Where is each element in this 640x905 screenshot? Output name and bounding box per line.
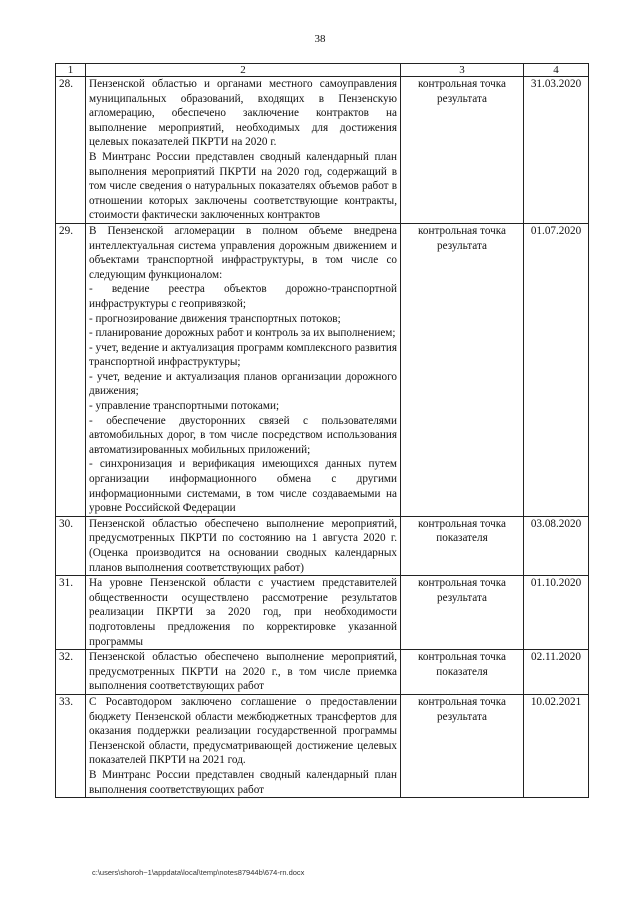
description-paragraph: - ведение реестра объектов дорожно-транспортной инфраструктуры с геопривязкой; [89, 283, 397, 310]
table-row [56, 77, 589, 224]
row-number: 30. [56, 516, 86, 575]
column-header: 3 [401, 64, 524, 77]
table-row [56, 223, 589, 516]
deadline-date: 02.11.2020 [524, 650, 589, 695]
table-row [56, 576, 589, 650]
description-paragraph: - учет, ведение и актуализация планов организации дорожного движения; [89, 370, 397, 398]
file-path-footer: c:\users\shoroh~1\appdata\local\temp\notes87944b\674-rn.docx [92, 868, 305, 877]
description-paragraph: Пензенской областью обеспечено выполнение мероприятий, предусмотренных ПКРТИ по состоянию на 1 августа 2020 г. (Оценка производится на основании сводных календарных планов выполнения соответствующих работ) [89, 517, 397, 574]
description-paragraph: С Росавтодором заключено соглашение о предоставлении бюджету Пензенской области межбюджетных трансфертов для оказания поддержки реализации государственной программы Пензенской области, предусматривающей достижение целевых показателей ПКРТИ на 2021 год. [89, 695, 397, 767]
event-description [86, 694, 401, 797]
row-number: 28. [56, 77, 86, 224]
event-description [86, 650, 401, 695]
description-paragraph: - прогнозирование движения транспортных потоков; [89, 312, 341, 325]
column-header: 2 [86, 64, 401, 77]
table-body [56, 77, 589, 798]
event-description [86, 516, 401, 575]
control-point-type: контрольная точка результата [401, 223, 524, 516]
description-paragraph: - синхронизация и верификация имеющихся данных путем организации информационного обмена с другими информационными системами, в том числе создаваемыми на уровне Российской Федерации [89, 458, 397, 515]
row-number: 33. [56, 694, 86, 797]
description-paragraph: На уровне Пензенской области с участием представителей общественности осуществлено рассмотрение результатов реализации ПКРТИ за 2020 год, при необходимости подготовлены предложения по корректировке указанной программы [89, 577, 397, 648]
description-paragraph: В Пензенской агломерации в полном объеме внедрена интеллектуальная система управления дорожным движением и объектами транспортной инфраструктуры, в том числе со следующим функционалом: [89, 224, 397, 281]
deadline-date: 01.10.2020 [524, 576, 589, 650]
column-header: 1 [56, 64, 86, 77]
deadline-date: 10.02.2021 [524, 694, 589, 797]
row-number: 29. [56, 223, 86, 516]
control-point-type: контрольная точка показателя [401, 516, 524, 575]
description-paragraph: В Минтранс России представлен сводный календарный план выполнения соответствующих работ [89, 768, 397, 796]
description-paragraph: - планирование дорожных работ и контроль за их выполнением; [89, 327, 396, 340]
control-point-type: контрольная точка показателя [401, 650, 524, 695]
schedule-table [55, 63, 589, 798]
control-point-type: контрольная точка результата [401, 77, 524, 224]
event-description [86, 223, 401, 516]
column-header: 4 [524, 64, 589, 77]
deadline-date: 01.07.2020 [524, 223, 589, 516]
control-point-type: контрольная точка результата [401, 694, 524, 797]
control-point-type: контрольная точка результата [401, 576, 524, 650]
event-description [86, 77, 401, 224]
description-paragraph: Пензенской областью и органами местного самоуправления муниципальных образований, входящих в Пензенскую агломерацию, обеспечено заключение контрактов на выполнение мероприятий, необходимых для достижения целевых показателей ПКРТИ на 2020 г. [89, 78, 397, 149]
deadline-date: 03.08.2020 [524, 516, 589, 575]
page-number: 38 [314, 33, 326, 45]
deadline-date: 31.03.2020 [524, 77, 589, 224]
description-paragraph: Пензенской областью обеспечено выполнение мероприятий, предусмотренных ПКРТИ на 2020 г., в том числе приемка выполнения соответствующих работ [89, 651, 397, 693]
event-description [86, 576, 401, 650]
row-number: 32. [56, 650, 86, 695]
table-header-row [56, 64, 589, 77]
table-row [56, 516, 589, 575]
row-number: 31. [56, 576, 86, 650]
description-paragraph: В Минтранс России представлен сводный календарный план выполнения мероприятий ПКРТИ на 2020 год, содержащий в том числе сведения о натуральных показателях объемов работ в отношении которых заключены соответствующие контракты, стоимости фактически заключенных контрактов [89, 150, 397, 222]
description-paragraph: - управление транспортными потоками; [89, 400, 280, 413]
table-row [56, 694, 589, 797]
table-row [56, 650, 589, 695]
description-paragraph: - обеспечение двусторонних связей с пользователями автомобильных дорог, в том числе посредством использования автоматизированных мобильных приложений; [89, 414, 397, 456]
description-paragraph: - учет, ведение и актуализация программ комплексного развития транспортной инфраструктуры; [89, 341, 397, 369]
